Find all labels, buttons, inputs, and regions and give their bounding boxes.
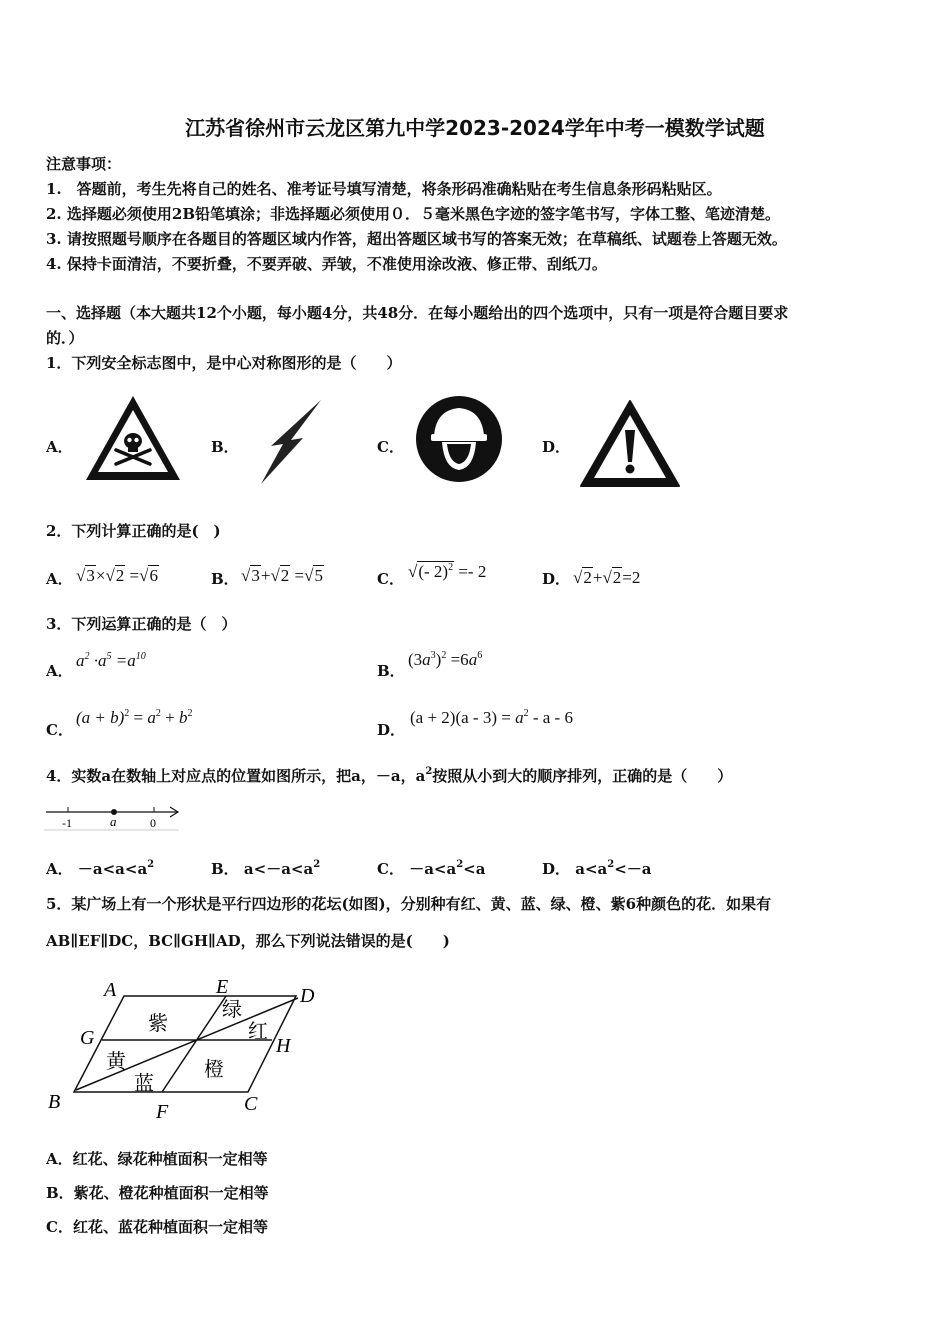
number-line-figure bbox=[44, 802, 184, 834]
option-label: C． bbox=[377, 570, 404, 588]
option-b-formula: √3+√2 =√5 bbox=[241, 566, 323, 585]
option-label: C． bbox=[377, 438, 404, 456]
option-b: B．紫花、橙花种植面积一定相等 bbox=[46, 1184, 269, 1202]
question-3-stem: 3．下列运算正确的是（ ） bbox=[46, 615, 237, 633]
option-a-formula: $a^2 \cdot a^5 =a^{10}$ bbox=[76, 651, 146, 670]
option-a-formula: √3×√2 =√6 bbox=[76, 566, 158, 585]
option-label: D． bbox=[377, 721, 406, 739]
section-heading: 一、选择题（本大题共12个小题，每小题4分，共48分．在每小题给出的四个选项中，只有一项是符合题目要求 bbox=[46, 304, 789, 322]
option-c-formula: √(- 2)$^2$ =- 2 bbox=[408, 562, 487, 581]
point-label: a bbox=[110, 814, 117, 829]
option-c: C． $-a<a^2<a$ bbox=[377, 859, 486, 878]
option-c: C．红花、蓝花种植面积一定相等 bbox=[46, 1218, 268, 1236]
parallelogram-figure bbox=[44, 972, 334, 1124]
question-4-stem: 4．实数a在数轴上对应点的位置如图所示，把a，－a，$a^2$按照从小到大的顺序排列，正确的是（ ） bbox=[46, 766, 733, 785]
option-c-formula: $(a + b)^2 = a^2 + b^2$ bbox=[76, 708, 193, 727]
region-label: 橙 bbox=[204, 1059, 224, 1081]
vertex-label: B bbox=[48, 1091, 61, 1113]
safety-helmet-icon bbox=[414, 394, 504, 484]
vertex-label: G bbox=[80, 1027, 95, 1049]
vertex-label: C bbox=[244, 1093, 258, 1115]
option-label: A． bbox=[46, 438, 73, 456]
lightning-bolt-icon bbox=[255, 396, 327, 488]
option-a: A． $-a<a<a^2$ bbox=[46, 859, 155, 878]
notice-item: 4. 保持卡面清洁，不要折叠，不要弄破、弄皱，不准使用涂改液、修正带、刮纸刀。 bbox=[46, 255, 607, 273]
vertex-label: E bbox=[216, 976, 229, 998]
option-label: B． bbox=[211, 438, 239, 456]
region-label: 蓝 bbox=[134, 1073, 154, 1095]
question-2-stem: 2．下列计算正确的是( ) bbox=[46, 522, 221, 540]
option-label: D． bbox=[542, 438, 571, 456]
option-label: A． bbox=[46, 662, 73, 680]
exclamation-warning-icon bbox=[578, 398, 682, 490]
question-5-stem-cont: AB∥EF∥DC，BC∥GH∥AD，那么下列说法错误的是( ) bbox=[46, 932, 450, 950]
option-label: B． bbox=[377, 662, 405, 680]
axis-tick-label: 0 bbox=[150, 816, 156, 830]
option-label: C． bbox=[46, 721, 73, 739]
option-d-formula: $(a + 2)(a - 3) = a^2 - a - 6$ bbox=[410, 708, 573, 727]
option-label: B． bbox=[211, 570, 239, 588]
region-label: 绿 bbox=[222, 999, 242, 1021]
vertex-label: D bbox=[300, 985, 315, 1007]
region-label: 紫 bbox=[148, 1013, 168, 1035]
vertex-label: F bbox=[156, 1101, 169, 1123]
vertex-label: A bbox=[104, 979, 117, 1001]
option-label: D． bbox=[542, 570, 571, 588]
page-title: 江苏省徐州市云龙区第九中学2023-2024学年中考一模数学试题 bbox=[185, 116, 765, 140]
skull-warning-icon bbox=[82, 392, 184, 484]
notice-item: 3. 请按照题号顺序在各题目的答题区域内作答，超出答题区域书写的答案无效；在草稿纸、试题卷上答题无效。 bbox=[46, 230, 787, 248]
notice-item: 1. 答题前，考生先将自己的姓名、准考证号填写清楚，将条形码准确粘贴在考生信息条形码粘贴区。 bbox=[46, 180, 722, 198]
vertex-label: H bbox=[276, 1035, 291, 1057]
option-d-formula: √2+√2=2 bbox=[573, 568, 641, 587]
option-b-formula: $(3a^3)^2 =6a^6$ bbox=[408, 650, 483, 669]
notice-item: 2. 选择题必须使用2B铅笔填涂；非选择题必须使用０．５毫米黑色字迹的签字笔书写，字体工整、笔迹清楚。 bbox=[46, 205, 781, 223]
question-5-stem: 5．某广场上有一个形状是平行四边形的花坛(如图)，分别种有红、黄、蓝、绿、橙、紫6种颜色的花．如果有 bbox=[46, 895, 772, 913]
region-label: 红 bbox=[248, 1021, 268, 1043]
option-d: D． $a<a^2<-a$ bbox=[542, 859, 652, 878]
option-a: A．红花、绿花种植面积一定相等 bbox=[46, 1150, 268, 1168]
section-heading-cont: 的．） bbox=[46, 329, 84, 347]
notice-heading: 注意事项： bbox=[46, 155, 122, 173]
question-1-stem: 1．下列安全标志图中，是中心对称图形的是（ ） bbox=[46, 354, 402, 372]
option-b: B． $a<-a<a^2$ bbox=[211, 859, 321, 878]
axis-tick-label: -1 bbox=[62, 816, 72, 830]
region-label: 黄 bbox=[106, 1051, 126, 1073]
option-label: A． bbox=[46, 570, 73, 588]
